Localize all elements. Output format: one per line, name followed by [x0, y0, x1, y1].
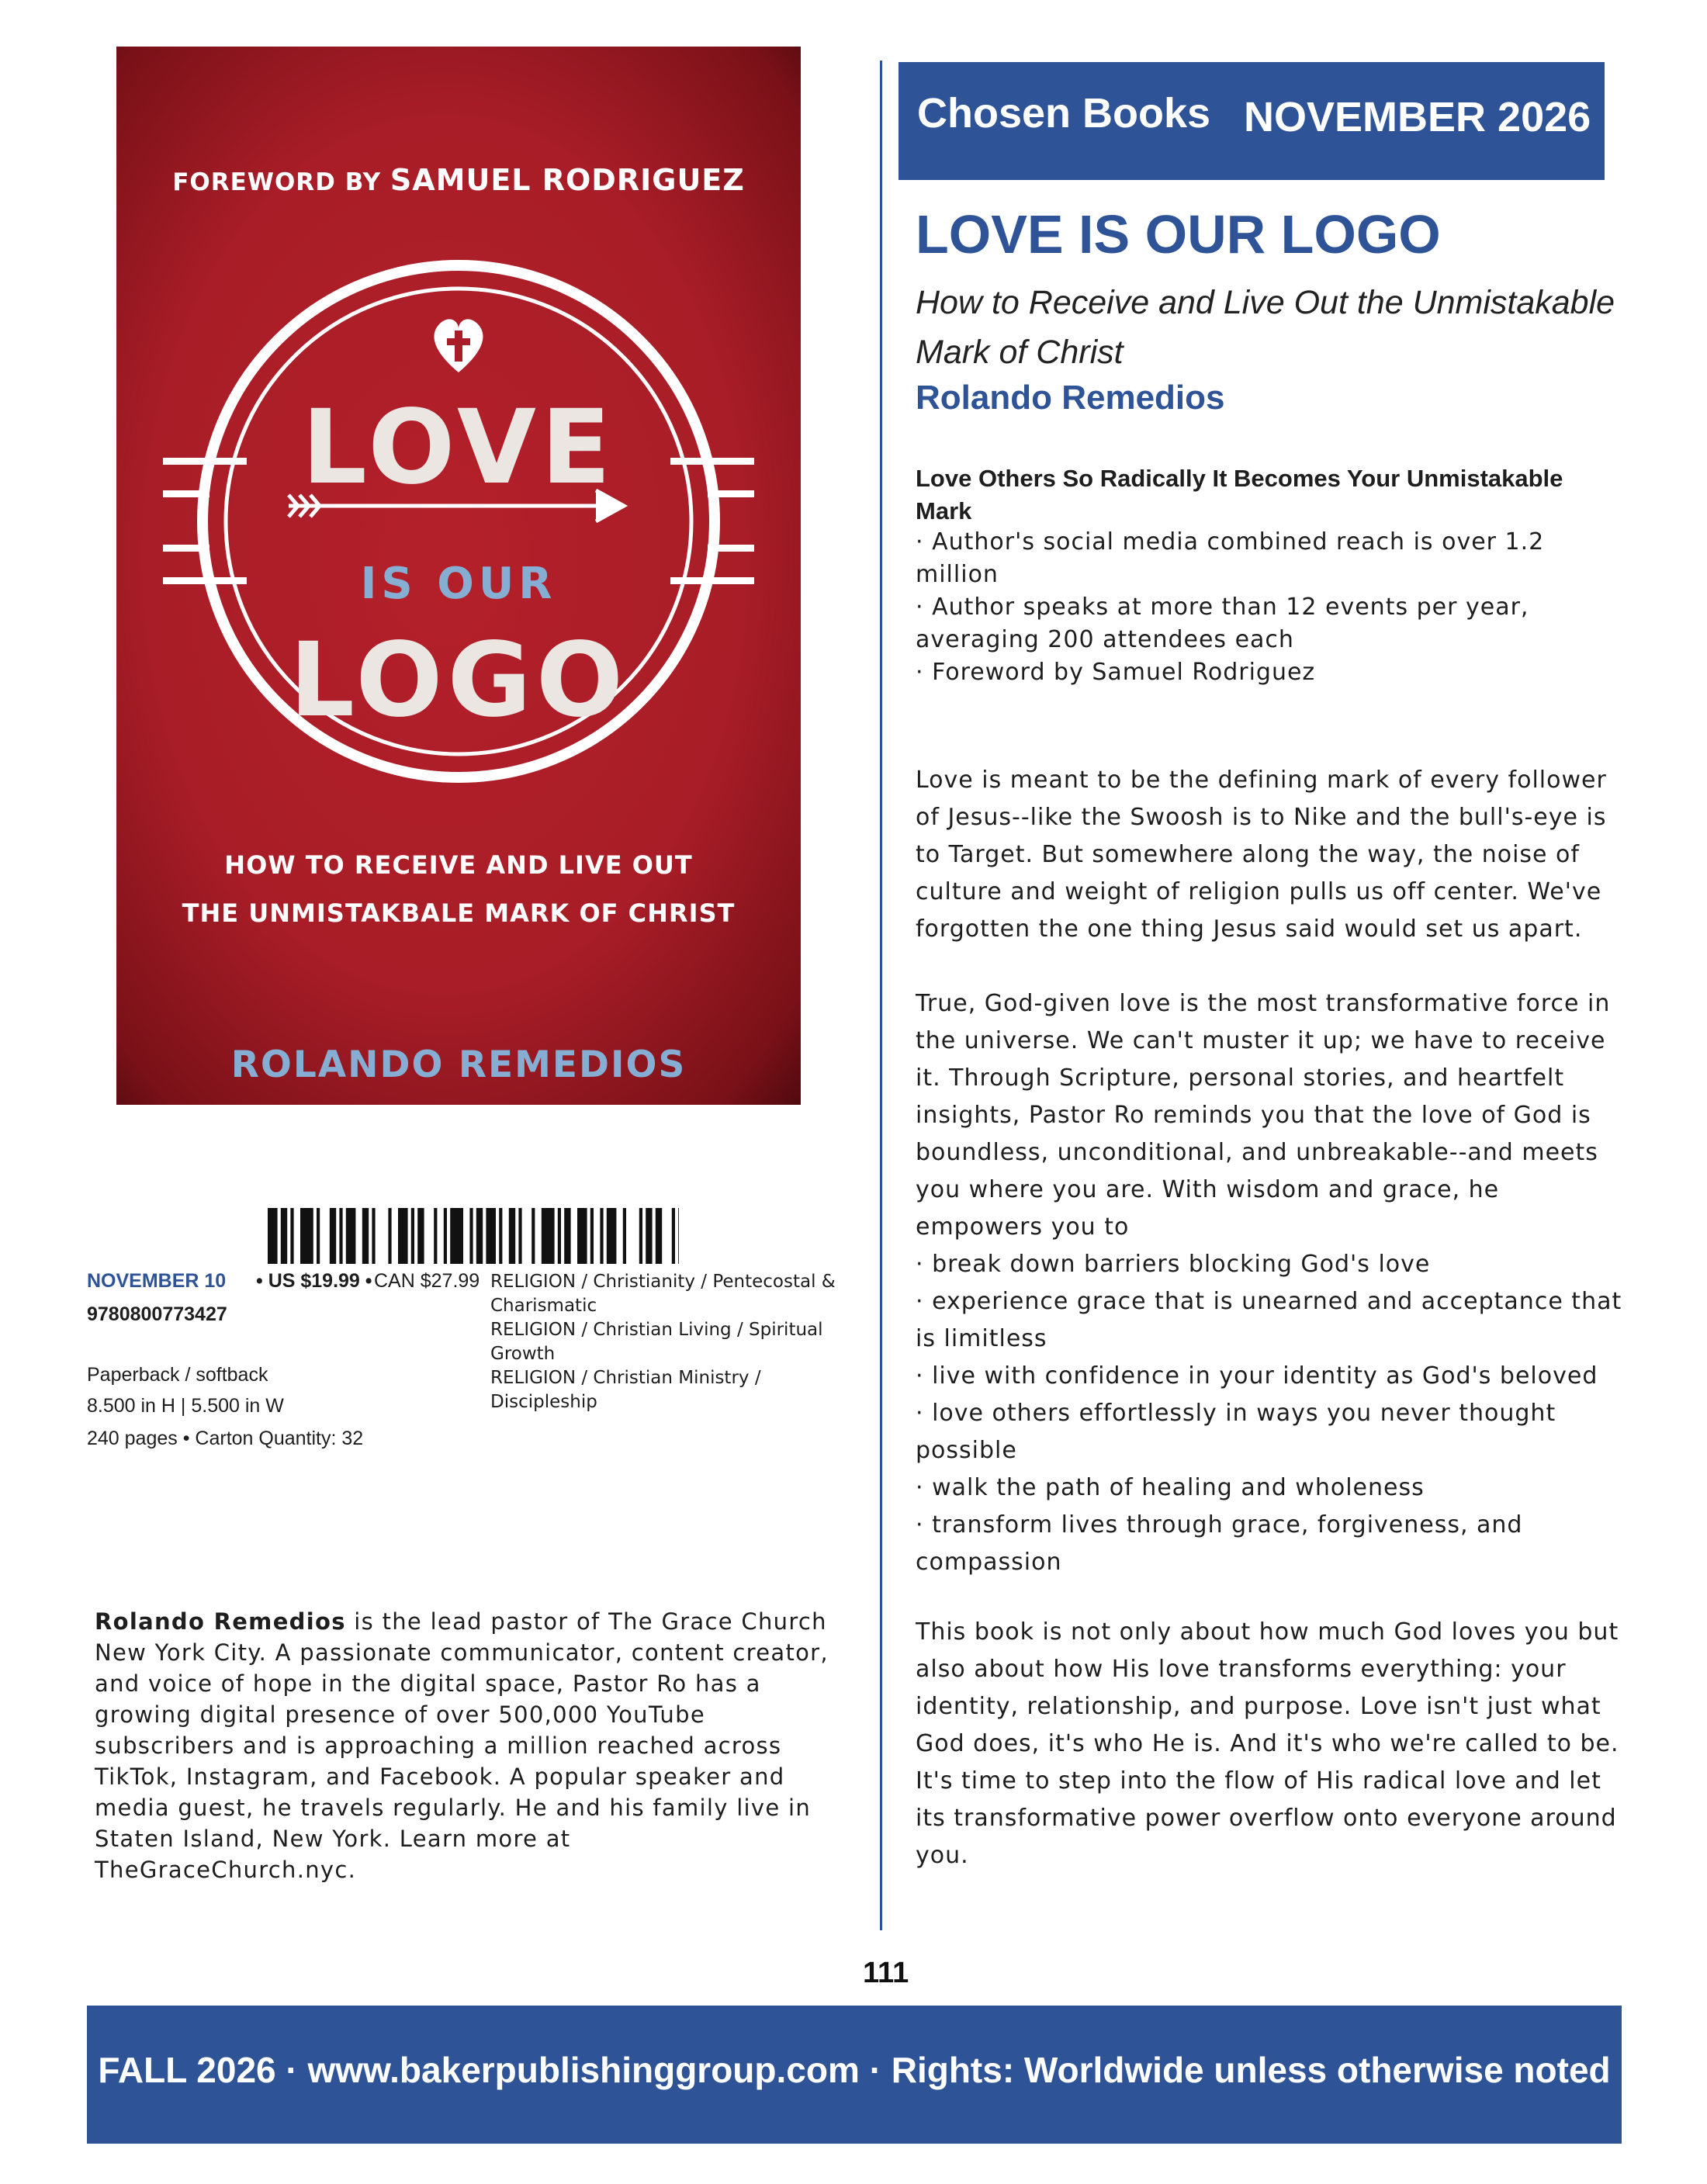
cover-title-love: LOVE: [301, 388, 616, 507]
heart-cross-icon: [435, 319, 483, 372]
barcode-bar: [469, 1208, 473, 1264]
page-count: 240 pages • Carton Quantity: 32: [87, 1428, 364, 1449]
barcode-bar: [672, 1208, 675, 1264]
barcode-bar: [290, 1208, 293, 1264]
selling-point: · Author speaks at more than 12 events per year, averaging 200 attendees each: [916, 594, 1529, 653]
barcode-bar: [577, 1208, 587, 1264]
barcode-bar: [646, 1208, 652, 1264]
barcode-bar: [330, 1208, 336, 1264]
barcode-bar: [281, 1208, 287, 1264]
subject-categories: [490, 1270, 847, 1414]
selling-point: · Author's social media combined reach is over 1.2 million: [916, 528, 1545, 588]
category-item: RELIGION / Christianity / Pentecostal & Charismatic: [490, 1272, 836, 1316]
imprint-header: [899, 62, 1605, 180]
description-bullet: · live with confidence in your identity as God's beloved: [916, 1362, 1598, 1390]
description-paragraph-1: Love is meant to be the defining mark of every follower of Jesus--like the Swoosh is to Nike and the bull's-eye is to Target. But somewhere along the way, the noise of culture and weight of religion pulls us off center. We've forgotten the one thing Jesus said would set us apart.: [916, 767, 1607, 943]
barcode-bar: [388, 1208, 391, 1264]
barcode-bar: [499, 1208, 502, 1264]
author-bio-text: is the lead pastor of The Grace Church New York City. A passionate communicator, content creator, and voice of hope in the digital space, Pastor Ro has a growing digital presence of over 500,000 YouTube subscribers and is approaching a million reached across TikTok, Instagram, and Facebook. A popular speaker and media guest, he travels regularly. He and his family live in Staten Island, New York. Learn more at TheGraceChurch.nyc.: [95, 1608, 829, 1883]
cover-author: ROLANDO REMEDIOS: [230, 1044, 687, 1086]
description-bullet: · love others effortlessly in ways you never thought possible: [916, 1400, 1556, 1464]
selling-point: · Foreword by Samuel Rodriguez: [916, 659, 1316, 686]
barcode-bar: [639, 1208, 642, 1264]
barcode: [268, 1208, 679, 1264]
column-divider: [880, 61, 882, 1930]
cover-title-logo: LOGO: [289, 621, 628, 740]
barcode-bar: [476, 1208, 483, 1264]
footer-bar: [87, 2006, 1622, 2144]
barcode-bar: [600, 1208, 603, 1264]
author-bio: [95, 1606, 840, 1885]
barcode-bar: [450, 1208, 463, 1264]
barcode-bar: [317, 1208, 320, 1264]
barcode-bar: [486, 1208, 496, 1264]
barcode-bar: [531, 1208, 535, 1264]
barcode-bar: [434, 1208, 437, 1264]
isbn: 9780800773427: [87, 1303, 227, 1325]
description-intro: True, God-given love is the most transformative force in the universe. We can't muster it up; we have to receive it. Through Scripture, personal stories, and heartfelt insights, Pastor Ro reminds you that the love of God is boundless, unconditional, and unbreakable--and meets you where you are. With wisdom and grace, he empowers you to: [916, 990, 1611, 1241]
barcode-bar: [362, 1208, 369, 1264]
format: Paperback / softback: [87, 1364, 268, 1386]
cover-subtitle-line1: HOW TO RECEIVE AND LIVE OUT: [224, 850, 693, 880]
barcode-bar: [623, 1208, 626, 1264]
release-month: NOVEMBER 2026: [1244, 94, 1591, 140]
page-number: 111: [863, 1957, 909, 1989]
description-bullet: · walk the path of healing and wholeness: [916, 1474, 1425, 1501]
imprint-name: Chosen Books: [917, 90, 1211, 137]
book-cover: [116, 47, 801, 1105]
price-us: • US $19.99 •: [256, 1270, 372, 1292]
description-bullet: · transform lives through grace, forgiveness, and compassion: [916, 1511, 1523, 1576]
book-subtitle: How to Receive and Live Out the Unmistakable Mark of Christ: [916, 284, 1615, 371]
book-title: LOVE IS OUR LOGO: [916, 204, 1441, 265]
category-item: RELIGION / Christian Ministry / Discipleship: [490, 1368, 761, 1412]
footer-text: FALL 2026 · www.bakerpublishinggroup.com · Rights: Worldwide unless otherwise noted: [98, 2050, 1611, 2090]
barcode-bar: [509, 1208, 515, 1264]
cover-title-is-our: IS OUR: [360, 559, 557, 609]
barcode-bar: [590, 1208, 594, 1264]
description-paragraph-2: [916, 985, 1629, 1581]
author-bio-name: Rolando Remedios: [95, 1608, 346, 1635]
barcode-bar: [542, 1208, 555, 1264]
barcode-bar: [518, 1208, 521, 1264]
barcode-bar: [678, 1208, 679, 1264]
barcode-bar: [564, 1208, 570, 1264]
barcode-bar: [607, 1208, 617, 1264]
book-author: Rolando Remedios: [916, 379, 1225, 417]
cover-subtitle-line2: THE UNMISTAKBALE MARK OF CHRIST: [182, 898, 736, 928]
barcode-bar: [417, 1208, 424, 1264]
description-bullet: · break down barriers blocking God's love: [916, 1251, 1431, 1278]
price-can: CAN $27.99: [374, 1270, 480, 1292]
dimensions: 8.500 in H | 5.500 in W: [87, 1395, 284, 1417]
barcode-bar: [411, 1208, 414, 1264]
selling-points: [916, 526, 1614, 689]
marketing-tagline: Love Others So Radically It Becomes Your Unmistakable Mark: [916, 465, 1563, 524]
cover-foreword: FOREWORD BY SAMUEL RODRIGUEZ: [172, 163, 745, 197]
release-date: NOVEMBER 10: [87, 1270, 227, 1292]
barcode-bar: [656, 1208, 662, 1264]
description-bullet: · experience grace that is unearned and acceptance that is limitless: [916, 1288, 1622, 1352]
category-item: RELIGION / Christian Living / Spiritual Growth: [490, 1320, 823, 1364]
barcode-bar: [346, 1208, 356, 1264]
barcode-bar: [339, 1208, 342, 1264]
barcode-bar: [398, 1208, 408, 1264]
description-paragraph-3: This book is not only about how much God loves you but also about how His love transforms everything: your identity, relationship, and purpose. Love isn't just what God does, it's who He is. And it's who we're called to be. It's time to step into the flow of His radical love and let its transformative power overflow onto everyone around you.: [916, 1618, 1619, 1869]
barcode-bar: [372, 1208, 375, 1264]
barcode-bar: [300, 1208, 313, 1264]
barcode-bar: [268, 1208, 278, 1264]
barcode-bar: [444, 1208, 447, 1264]
barcode-bar: [558, 1208, 561, 1264]
